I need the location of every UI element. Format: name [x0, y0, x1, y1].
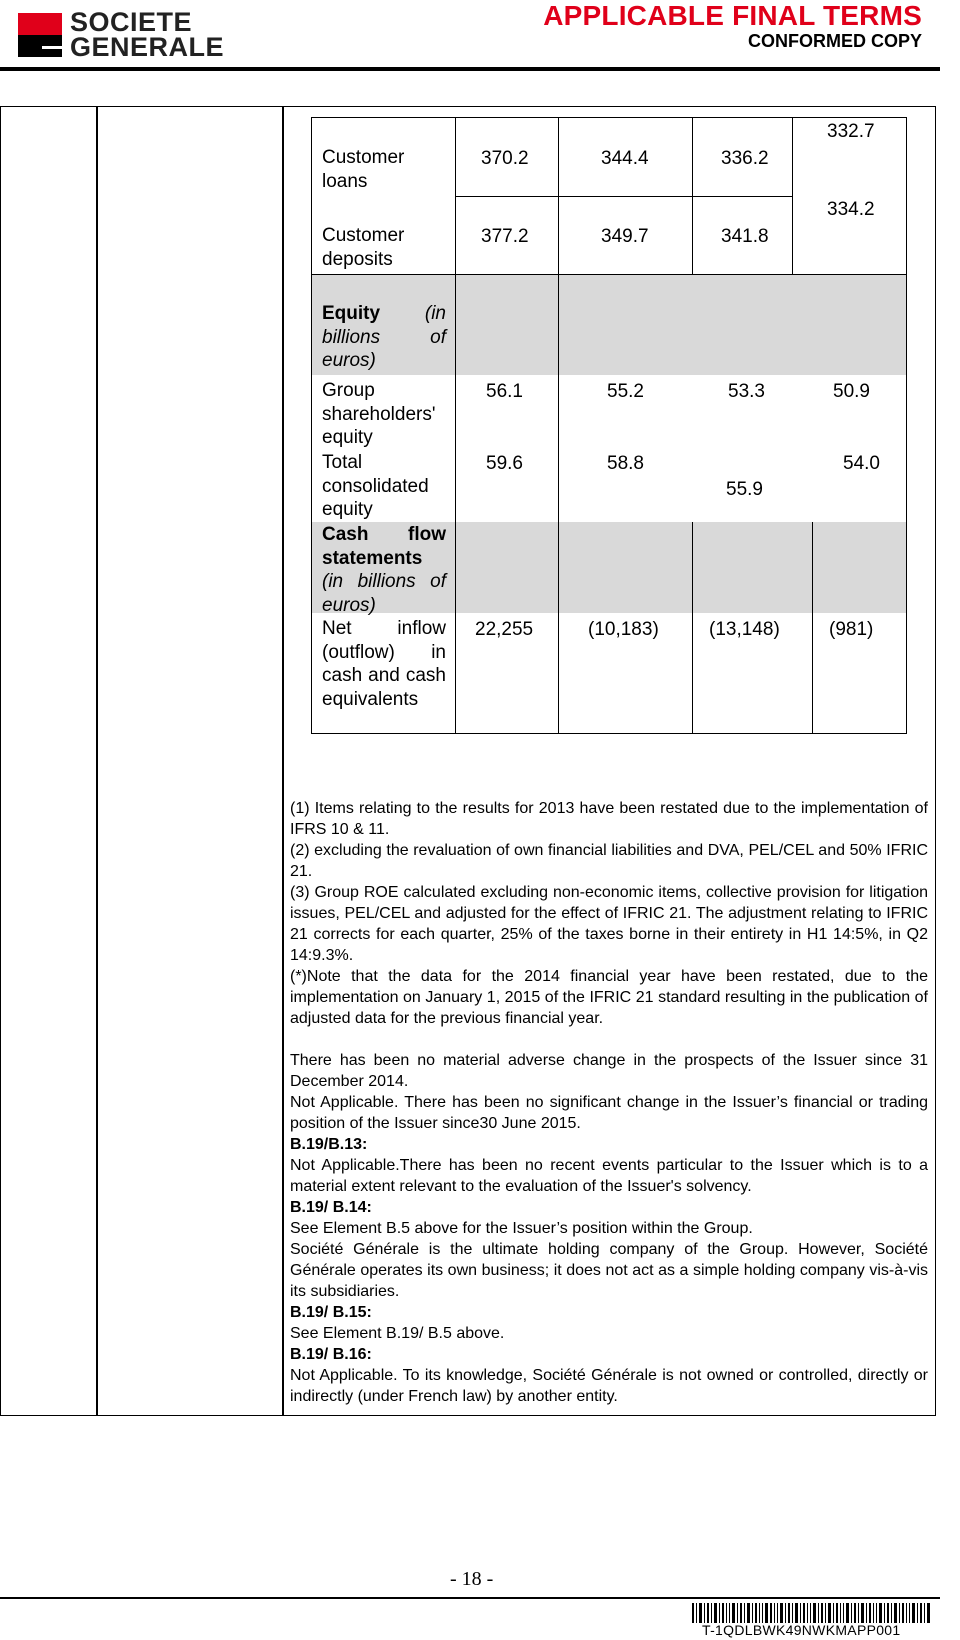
paragraph: Société Générale is the ultimate holding company of the Group. However, Société Générale operates its own business; it does not act as a simple holding company vis-à-vis its subsidiaries. — [290, 1241, 928, 1300]
table-cell: 58.8 — [607, 453, 644, 474]
column-divider-1 — [96, 106, 98, 1416]
element-heading: B.19/B.13: — [290, 1136, 368, 1153]
document-subtitle: CONFORMED COPY — [747, 31, 922, 51]
table-cell: (10,183) — [588, 619, 659, 640]
paragraph: See Element B.19/ B.5 above. — [290, 1325, 505, 1342]
table-cell: 55.9 — [726, 479, 763, 500]
table-col-line — [558, 117, 559, 274]
table-col-line — [455, 117, 456, 274]
table-col-line — [692, 522, 693, 734]
paragraph: See Element B.5 above for the Issuer’s position within the Group. — [290, 1220, 753, 1237]
table-cell: 341.8 — [721, 226, 769, 247]
table-col-line — [558, 274, 559, 734]
table-cell: 336.2 — [721, 148, 769, 169]
barcode-icon — [692, 1603, 932, 1623]
table-cell: 349.7 — [601, 226, 649, 247]
header-rule — [0, 67, 940, 71]
table-cell: 370.2 — [481, 148, 529, 169]
footnote: (1) Items relating to the results for 2013 have been restated due to the implementation of IFRS 10 & 11. — [290, 800, 928, 838]
element-heading: B.19/ B.15: — [290, 1304, 372, 1321]
table-col-line — [455, 274, 456, 734]
logo-wordmark: SOCIETE GENERALE — [70, 7, 225, 62]
footer-rule — [0, 1597, 940, 1599]
document-code: T-1QDLBWK49NWKMAPP001 — [702, 1622, 901, 1638]
table-cell: 334.2 — [827, 199, 875, 220]
row-label-total-equity: Total consolidated equity — [322, 452, 429, 520]
table-cell: (981) — [829, 619, 874, 640]
row-label-group-equity: Group shareholders' equity — [322, 380, 436, 448]
table-col-line — [692, 117, 693, 274]
paragraph: There has been no material adverse change in the prospects of the Issuer since 31 December 2014. — [290, 1052, 928, 1090]
table-cell: 59.6 — [486, 453, 523, 474]
row-label-net-inflow: Net inflow (outflow) in cash and cash equivalents — [322, 618, 446, 710]
footnote: (*)Note that the data for the 2014 financial year have been restated, due to the implementation on January 1, 2015 of the IFRIC 21 standard resulting in the publication of adjusted data for the previous financial year. — [290, 968, 928, 1027]
table-cell: (13,148) — [709, 619, 780, 640]
footnotes — [290, 798, 928, 1029]
row-label-customer-deposits: Customer deposits — [322, 225, 405, 270]
footnote: (2) excluding the revaluation of own financial liabilities and DVA, PEL/CEL and 50% IFRIC 21. — [290, 842, 928, 880]
table-cell: 22,255 — [475, 619, 534, 640]
document-title: APPLICABLE FINAL TERMS — [543, 0, 922, 31]
table-cell: 377.2 — [481, 226, 529, 247]
section-heading-equity: Equity (in billions of euros) — [322, 303, 446, 371]
paragraph: Not Applicable. To its knowledge, Société Générale is not owned or controlled, directly or indirectly (under French law) by another entity. — [290, 1367, 928, 1405]
column-divider-2 — [282, 106, 284, 1416]
table-cell: 54.0 — [843, 453, 880, 474]
paragraph: Not Applicable.There has been no recent events particular to the Issuer which is to a material extent relevant to the evaluation of the Issuer's solvency. — [290, 1157, 928, 1195]
table-cell: 56.1 — [486, 381, 523, 402]
company-logo — [18, 13, 62, 57]
table-cell: 53.3 — [728, 381, 765, 402]
page-number: - 18 - — [450, 1568, 494, 1590]
element-heading: B.19/ B.14: — [290, 1199, 372, 1216]
table-col-line — [812, 522, 813, 734]
table-cell: 344.4 — [601, 148, 649, 169]
table-cell: 50.9 — [833, 381, 870, 402]
footnote: (3) Group ROE calculated excluding non-economic items, collective provision for litigation issues, PEL/CEL and adjusted for the effect of IFRIC 21. The adjustment relating to IFRIC 21 corrects for each quarter, 25% of the taxes borne in their entirety in H1 14:5%, in Q2 14:9.3%. — [290, 884, 928, 964]
row-label-customer-loans: Customer loans — [322, 147, 405, 192]
table-row-line — [455, 196, 793, 197]
paragraph: Not Applicable. There has been no significant change in the Issuer’s financial or trading position of the Issuer since30 June 2015. — [290, 1094, 928, 1132]
body-text — [290, 1050, 928, 1407]
table-row-line — [312, 274, 906, 275]
table-cell: 332.7 — [827, 121, 875, 142]
section-heading-cashflow: Cash flow statements (in billions of euros) — [322, 524, 446, 616]
table-col-line — [792, 117, 793, 274]
table-cell: 55.2 — [607, 381, 644, 402]
element-heading: B.19/ B.16: — [290, 1346, 372, 1363]
